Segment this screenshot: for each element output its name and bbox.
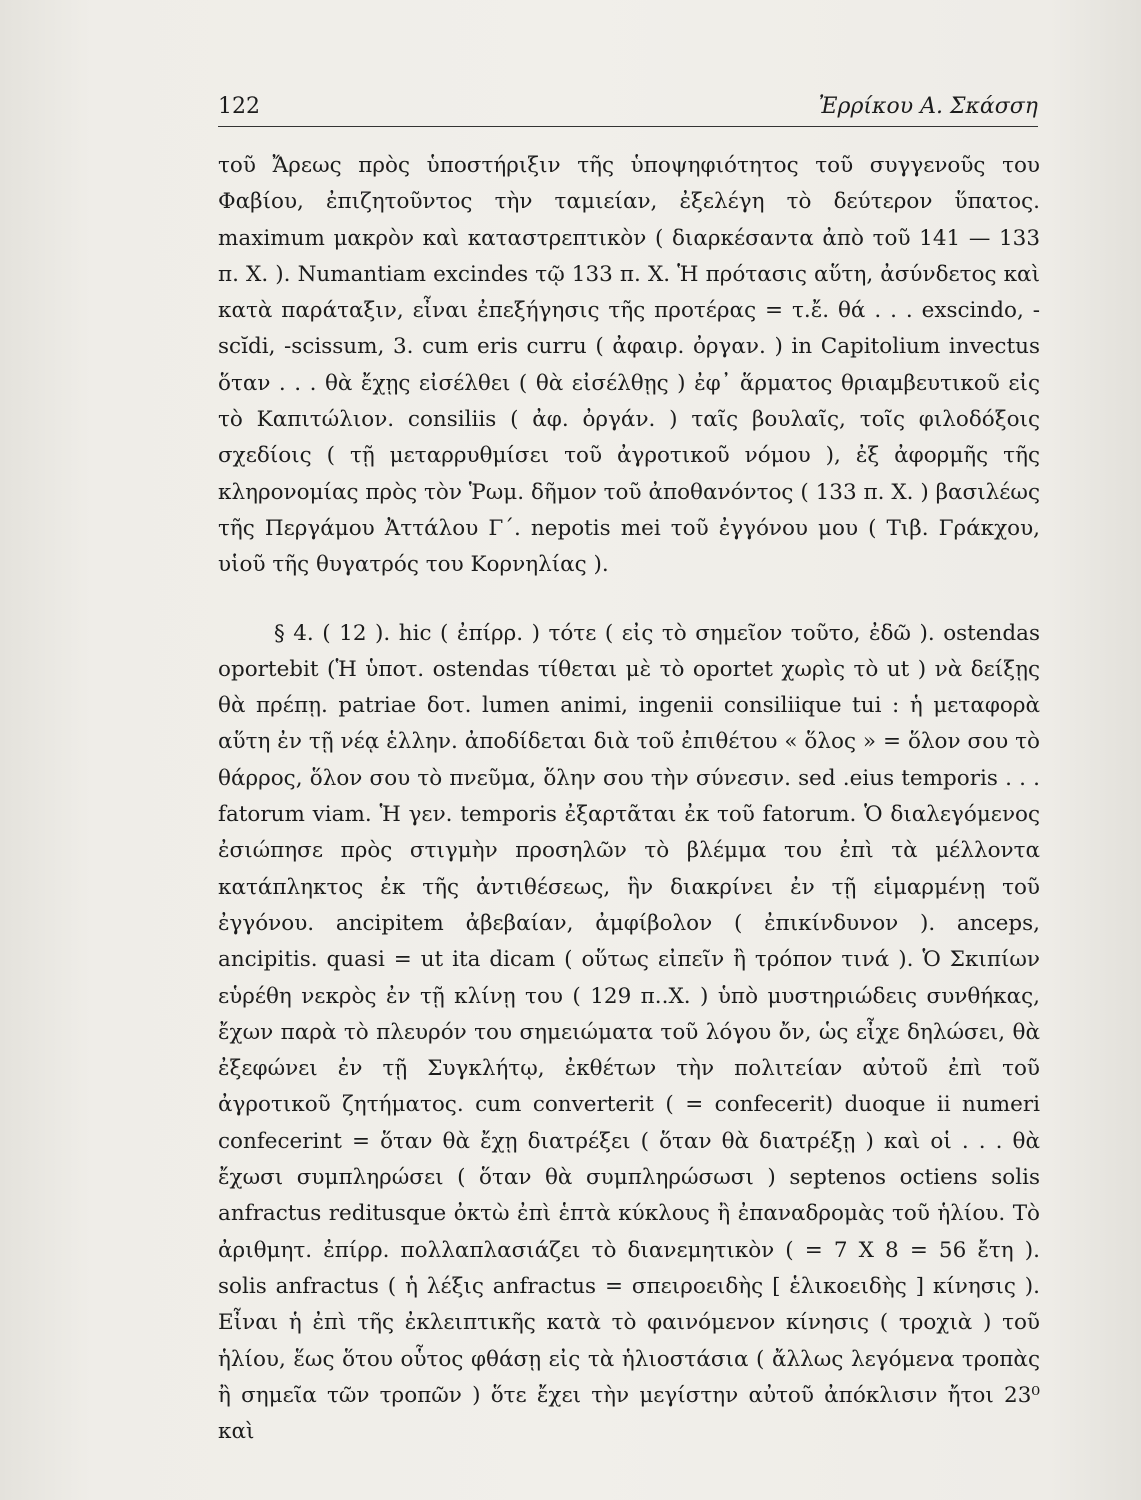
commentary-text — [218, 148, 1040, 1450]
page-header — [218, 88, 1038, 128]
header-rule — [218, 126, 1038, 127]
paragraph-2: § 4. ( 12 ). hic ( ἐπίρρ. ) τότε ( εἰς τὸ σημεῖον τοῦτο, ἐδῶ ). ostendas oportebit (Ἡ ὑποτ. ostendas τίθεται μὲ τὸ oportet χωρὶς τὸ ut ) νὰ δείξῃς θὰ πρέπῃ. patriae δοτ. lumen animi, ingenii consiliique tui : ἡ μεταφορὰ αὕτη ἐν τῇ νέᾳ ἑλλην. ἀποδίδεται διὰ τοῦ ἐπιθέτου « ὅλος » = ὅλον σου τὸ θάρρος, ὅλον σου τὸ πνεῦμα, ὅλην σου τὴν σύνεσιν. sed .eius temporis . . . fatorum viam. Ἡ γεν. temporis ἐξαρτᾶται ἐκ τοῦ fatorum. Ὁ διαλεγόμενος ἐσιώπησε πρὸς στιγμὴν προσηλῶν τὸ βλέμμα του ἐπὶ τὰ μέλλοντα κατάπληκτος ἐκ τῆς ἀντιθέσεως, ἣν διακρίνει ἐν τῇ εἱμαρμένῃ τοῦ ἐγγόνου. ancipitem ἀβεβαίαν, ἀμφίβολον ( ἐπικίνδυνον ). anceps, ancipitis. quasi = ut ita dicam ( οὕτως εἰπεῖν ἢ τρόπον τινά ). Ὁ Σκιπίων εὑρέθη νεκρὸς ἐν τῇ κλίνῃ του ( 129 π..Χ. ) ὑπὸ μυστηριώδεις συνθήκας, ἔχων παρὰ τὸ πλευρόν του σημειώματα τοῦ λόγου ὄν, ὡς εἶχε δηλώσει, θὰ ἐξεφώνει ἐν τῇ Συγκλήτῳ, ἐκθέτων τὴν πολιτείαν αὐτοῦ ἐπὶ τοῦ ἀγροτικοῦ ζητήματος. cum converterit ( = confecerit) duoque ii numeri confecerint = ὅταν θὰ ἔχῃ διατρέξει ( ὅταν θὰ διατρέξῃ ) καὶ οἱ . . . θὰ ἔχωσι συμπληρώσει ( ὅταν θὰ συμπληρώσωσι ) septenos octiens solis anfractus reditusque ὀκτὼ ἐπὶ ἑπτὰ κύκλους ἢ ἐπαναδρομὰς τοῦ ἡλίου. Τὸ ἀριθμητ. ἐπίρρ. πολλαπλασιάζει τὸ διανεμητικὸν ( = 7 X 8 = 56 ἔτη ). solis anfractus ( ἡ λέξις anfractus = σπειροειδὴς [ ἑλικοειδὴς ] κίνησις ). Εἶναι ἡ ἐπὶ τῆς ἐκλειπτικῆς κατὰ τὸ φαινόμενον κίνησις ( τροχιὰ ) τοῦ ἡλίου, ἕως ὅτου οὗτος φθάσῃ εἰς τὰ ἡλιοστάσια ( ἄλλως λεγόμενα τροπὰς ἢ σημεῖα τῶν τροπῶν ) ὅτε ἔχει τὴν μεγίστην αὐτοῦ ἀπόκλισιν ἤτοι 23⁰ καὶ — [218, 620, 1040, 1445]
paragraph-1: τοῦ Ἄρεως πρὸς ὑποστήριξιν τῆς ὑποψηφιότητος τοῦ συγγενοῦς του Φαβίου, ἐπιζητοῦντος τὴν ταμιείαν, ἐξελέγη τὸ δεύτερον ὕπατος. maximum μακρὸν καὶ καταστρεπτικὸν ( διαρκέσαντα ἀπὸ τοῦ 141 — 133 π. Χ. ). Numantiam excindes τῷ 133 π. Χ. Ἡ πρότασις αὕτη, ἀσύνδετος καὶ κατὰ παράταξιν, εἶναι ἐπεξήγησις τῆς προτέρας = τ.ἔ. θά . . . exscindo, -scĭdi, -scissum, 3. cum eris curru ( ἀφαιρ. ὀργαν. ) in Capitolium invectus ὅταν . . . θὰ ἔχῃς εἰσέλθει ( θὰ εἰσέλθῃς ) ἐφ᾽ ἅρματος θριαμβευτικοῦ εἰς τὸ Καπιτώλιον. consiliis ( ἀφ. ὀργάν. ) ταῖς βουλαῖς, τοῖς φιλοδόξοις σχεδίοις ( τῇ μεταρρυθμίσει τοῦ ἀγροτικοῦ νόμου ), ἐξ ἀφορμῆς τῆς κληρονομίας πρὸς τὸν Ῥωμ. δῆμον τοῦ ἀποθανόντος ( 133 π. Χ. ) βασιλέως τῆς Περγάμου Ἀττάλου Γ΄. nepotis mei τοῦ ἐγγόνου μου ( Τιβ. Γράκχου, υἱοῦ τῆς θυγατρός του Κορνηλίας ). — [218, 153, 1040, 578]
page-number: 122 — [218, 94, 260, 119]
running-head: Ἐρρίκου Α. Σκάσση — [818, 94, 1038, 119]
